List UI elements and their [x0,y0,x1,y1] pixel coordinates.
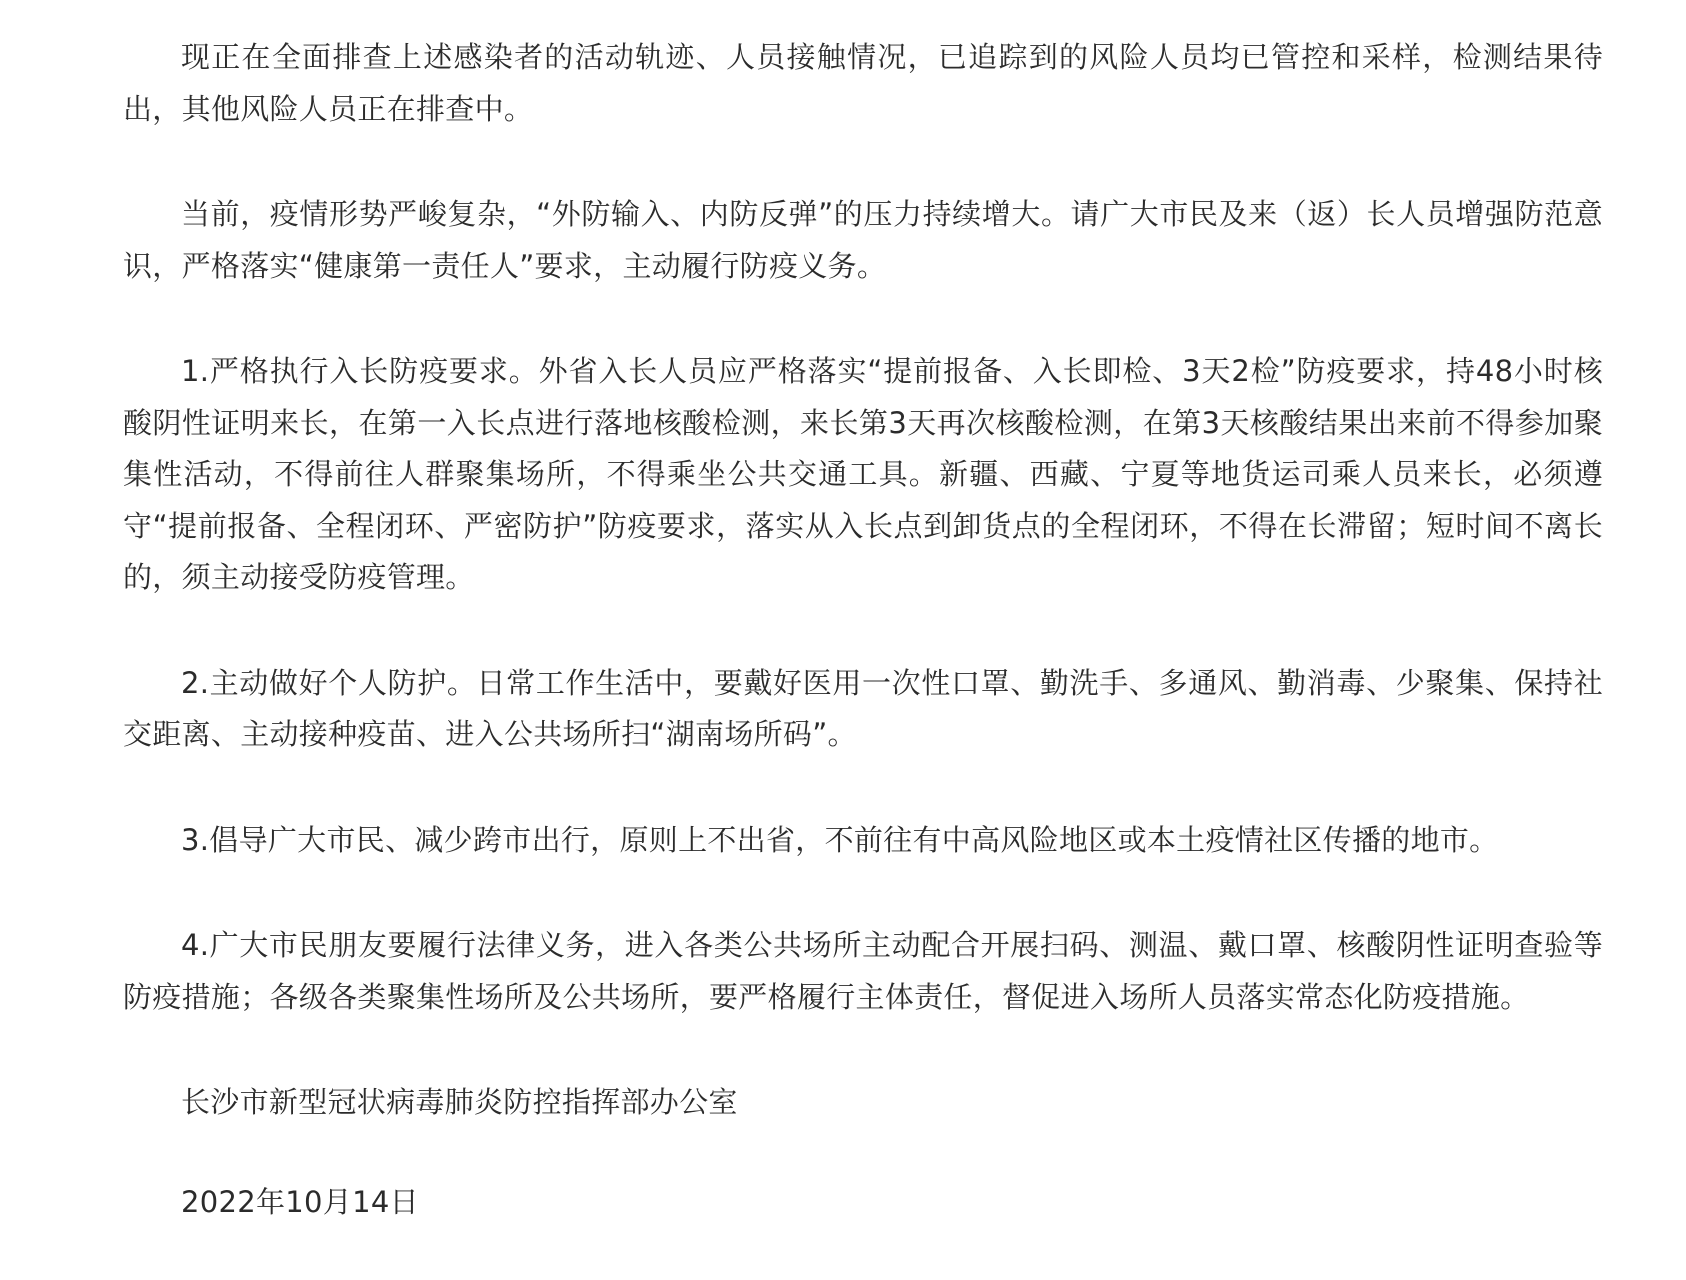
paragraph-item-3: 3.倡导广大市民、减少跨市出行，原则上不出省，不前往有中高风险地区或本土疫情社区传播的地市。 [181,822,1499,857]
paragraph-situation: 当前，疫情形势严峻复杂，“外防输入、内防反弹”的压力持续增大。请广大市民及来（返）长人员增强防范意识，严格落实“健康第一责任人”要求，主动履行防疫义务。 [123,197,1603,283]
date-line: 2022年10月14日 [181,1184,419,1219]
paragraph-item-4: 4.广大市民朋友要履行法律义务，进入各类公共场所主动配合开展扫码、测温、戴口罩、核酸阴性证明查验等防疫措施；各级各类聚集性场所及公共场所，要严格履行主体责任，督促进入场所人员落实常态化防疫措施。 [123,928,1603,1014]
article-body [123,32,1603,1276]
signature-line: 长沙市新型冠状病毒肺炎防控指挥部办公室 [181,1085,738,1119]
paragraph-investigation: 现正在全面排查上述感染者的活动轨迹、人员接触情况，已追踪到的风险人员均已管控和采样，检测结果待出，其他风险人员正在排查中。 [123,40,1603,126]
paragraph-item-1: 1.严格执行入长防疫要求。外省入长人员应严格落实“提前报备、入长即检、3天2检”防疫要求，持48小时核酸阴性证明来长，在第一入长点进行落地核酸检测，来长第3天再次核酸检测，在第3天核酸结果出来前不得参加聚集性活动，不得前往人群聚集场所，不得乘坐公共交通工具。新疆、西藏、宁夏等地货运司乘人员来长，必须遵守“提前报备、全程闭环、严密防护”防疫要求，落实从入长点到卸货点的全程闭环，不得在长滞留；短时间不离长的，须主动接受防疫管理。 [123,354,1603,594]
paragraph-item-2: 2.主动做好个人防护。日常工作生活中，要戴好医用一次性口罩、勤洗手、多通风、勤消毒、少聚集、保持社交距离、主动接种疫苗、进入公共场所扫“湖南场所码”。 [123,665,1603,751]
